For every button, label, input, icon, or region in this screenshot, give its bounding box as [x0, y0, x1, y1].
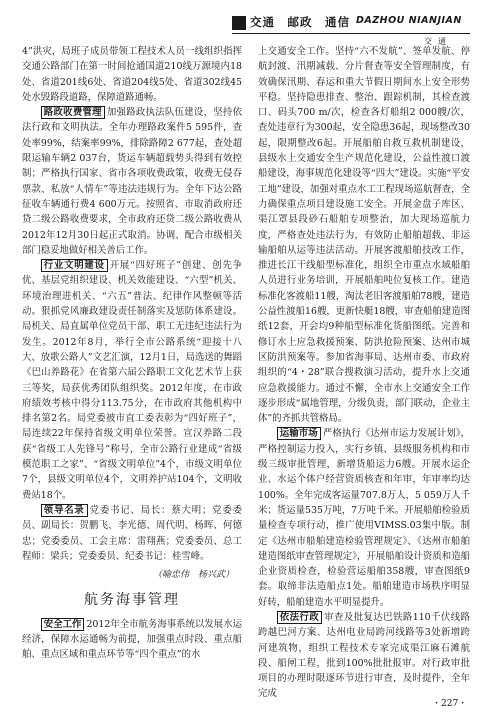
- paragraph-leaders: [22, 503, 242, 564]
- paragraph-transport: [258, 426, 470, 610]
- topic-tag-civil: 行业文明建设: [41, 259, 108, 272]
- header-publication: DAZHOU NIANJIAN: [356, 15, 462, 26]
- topic-tag-toll: 路政收费管理: [41, 106, 105, 119]
- paragraph-toll: [22, 105, 242, 258]
- byline: （喻忠伟 杨兴武）: [152, 570, 234, 581]
- header-rule: [232, 33, 470, 34]
- paragraph-civil: [22, 258, 242, 503]
- paragraph-safety: [22, 617, 242, 663]
- header-subsection: 交通: [424, 37, 452, 46]
- paragraph-admin: [258, 610, 470, 702]
- toll-text: 加强路政执法队伍建设，坚持依法行政和文明执法。全年办理路政案件5 595件，查处率99%，结案率99%，排除路障2 677起，查处超限运输车辆2 037台，货运车辆超载势头得到有效控制；严格执行国家、省市各项收费政策，收费无侵吞票款、私放“人情车”等违法违规行为。全年下达公路征收车辆通行费4 600万元。按照省、市取消政府还贷二级公路收费要求，全市政府还贷二级公路收费从2012年12月30日起正式取消。协调、配合市级相关部门稳妥地做好相关善后工作。: [22, 107, 242, 256]
- civil-text: 开展“四好班子”创建、创先争优、基层党组织建设、机关效能建设、“六型”机关、环境治理进机关、“六五”普法、纪律作风整顿等活动。狠抓党风廉政建设责任制落实及惩防体系建设。局机关、局直属单位党员干部、职工无违纪违法行为发生。2012年8月，举行全市公路系统“迎接十八大、放歌公路人”文艺汇演，12月1日，局选送的舞蹈《巴山养路花》在省第六届公路职工文化艺术节上获三等奖，局获优秀团队组织奖。2012年度，在市政府绩效考核中得分113.75分，在市政府其他机构中排名第2名。局党委被市直工委表彰为“四好班子”，局连续22年保持省级文明单位荣誉。宣汉养路二段获“省级工人先锋号”称号，全市公路行业建成“省级模范职工之家”、“省级文明单位”4个，市级文明单位7个，县级文明单位4个，文明养护站104个，文明收费站18个。: [22, 260, 242, 501]
- header-section: 交通 邮政 通信: [250, 15, 350, 29]
- leaders-text: 党委书记、局长：蔡大明；党委委员、副局长：贺鹏飞、李光德、周代明、杨晖、何德忠；党委委员、工会主席：雷翔燕；党委委员、总工程师：梁兵；党委委员、纪委书记：桂雪峰。: [22, 504, 242, 562]
- transport-text: 严格执行《达州市运力发展计划》，严格控制运力投入，实行乡镇、县级服务机构和市级三级审批管理，新增货船运力6艘。开展水运企业、水运个体户经营资质核查和年审，年审率均达100%。全年完成客运量707.8万人，5 059万人千米；货运量535万吨，7万吨千米。开展船舶检验质量检查专项行动，推广使用VIMSS.03集中版。制定《达州市船舶建造检验管理规定》、《达州市船舶建造图纸审查管理规定》，开展船舶设计资质和造船企业资质检查，检验营运船舶358艘，审查图纸9套。取缔非法造船点1处。船舶建造市场秩序明显好转，船舶建造水平明显提升。: [258, 428, 470, 608]
- topic-tag-admin: 依法行政: [277, 611, 322, 624]
- safety-text: 2012年全市航务海事系统以发展水运经济，保障水运通畅为前提，加强重点时段、重点船舶、重点区域和重点环节等“四个重点”的水: [22, 618, 242, 661]
- topic-tag-leaders: 领导名录: [41, 504, 88, 517]
- page-number: ・227・: [432, 699, 468, 709]
- right-column: [258, 44, 470, 702]
- left-column: [22, 44, 242, 663]
- topic-tag-transport: 运输市场: [277, 427, 321, 440]
- header-marker-icon: [232, 16, 246, 30]
- topic-tag-safety: 安全工作: [41, 618, 85, 631]
- admin-text: 审查及批复达巴铁路110千伏线路跨越巴河方案、达州电业局跨河线路等3处新增跨河建筑物，组织工程技术专家完成渠江麻石滩航段、船闸工程，批到100%批批报审。对行政审批项目的办理时限逐环节进行审查，及时提件，全年完成: [258, 611, 470, 700]
- running-header: [0, 0, 484, 48]
- paragraph-flood: 4”洪灾，局班子成员带领工程技术人员一线组织指挥交通公路部门在第一时间抢通国道210线万源境内18处、省道201线6处、省道204线5处、省道302线45处水毁路段道路，保障道路通畅。: [22, 46, 242, 103]
- paragraph-safety-cont: 上交通安全工作。坚持“六不发航”、签单发航、停航封渡、汛期减载、分片督查等安全管理制度，有效确保汛期、春运和重大节假日期间水上安全形势平稳。坚持隐患排查、整治、跟踪机制，其检查渡口、码头700 m/次，检查各灯船组2 000艘/次，查处违章行为300起，安全隐患36起，现场整改30起，限期整改6起。开展船舶自救互救机制建设，县级水上交通安全生产规范化建设，公益性渡口渡船建设，海事规范化建设等“四大”建设。实施“平安工地”建设，加强对重点水工工程现场巡航督查，全力确保重点项目建设施工安全。开展金盘子库区、渠江罩县段砂石船舶专项整治，加大现场巡航力度，严格查处违法行为，有效防止船舶超载、非运输船舶从运等违法活动。开展客渡船舶技改工作，推进长江干线船型标准化，组织全市重点水域船舶人员进行业务培训，开展船舶吨位复核工作。建造标准化客渡船11艘，淘汰老旧客渡船舶78艘，建造公益性渡船16艘，更新快艇18艘，审查船舶建造图纸12套，开会均9种船型标准化货船图纸。完善和修订水上应急救援预案、防洪抢险预案、达州市城区防洪预案等。参加省海事局、达州市委、市政府组织的“4・28”联合搜救演习活动，提升水上交通应急救援能力。通过不懈，全市水上交通安全工作逐步形成“属地管理，分级负责，部门联动，企业主体”的齐抓共管格局。: [258, 46, 470, 425]
- section-title: 航务海事管理: [84, 592, 180, 609]
